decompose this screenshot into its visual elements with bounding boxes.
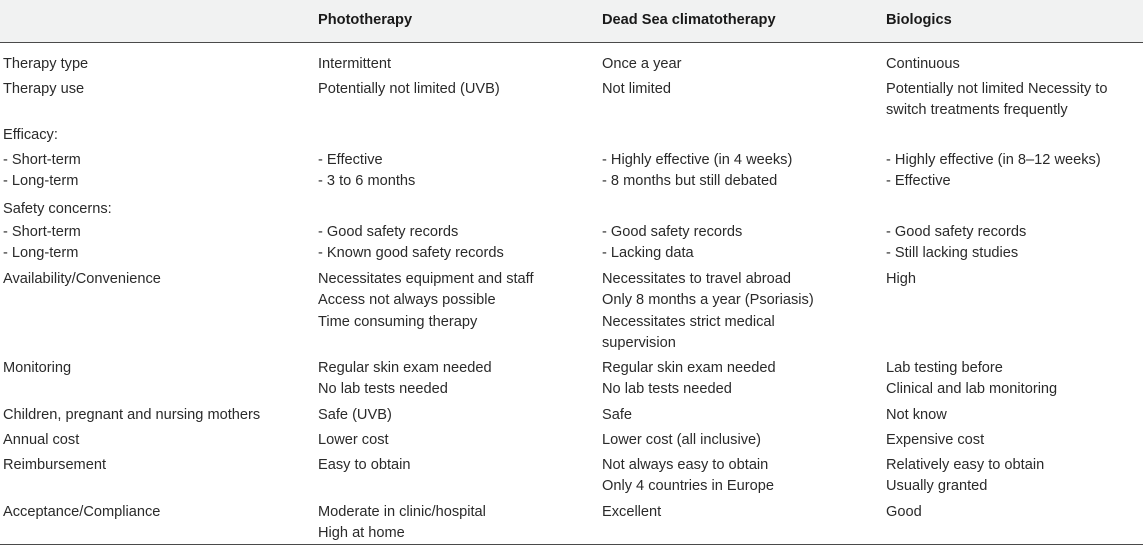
table-cell-col-0 xyxy=(3,405,260,426)
table-row xyxy=(0,54,1143,77)
table-row xyxy=(0,150,1143,198)
cell-line: Lab testing before xyxy=(886,360,1003,376)
cell-line: Therapy type xyxy=(3,56,89,72)
table-cell-col-0 xyxy=(3,358,71,379)
cell-line: - 8 months but still debated xyxy=(602,173,778,190)
table-cell-col-1 xyxy=(318,502,486,545)
cell-line: Moderate in clinic/hospital xyxy=(318,504,486,520)
cell-line: Potentially not limited Necessity to xyxy=(886,81,1108,97)
cell-line: No lab tests needed xyxy=(318,381,448,398)
table-cell-col-1 xyxy=(318,79,500,100)
table-cell-col-3 xyxy=(886,405,947,426)
cell-line: High at home xyxy=(318,525,405,542)
cell-line: Regular skin exam needed xyxy=(602,360,776,376)
cell-line: - Highly effective (in 4 weeks) xyxy=(602,152,793,168)
table-cell-col-0 xyxy=(3,430,79,451)
cell-line: Not know xyxy=(886,407,947,423)
cell-line: Availability/Convenience xyxy=(3,271,161,287)
table-cell-col-0 xyxy=(3,150,81,193)
cell-line: - Short-term xyxy=(3,224,81,240)
cell-line: - Good safety records xyxy=(886,224,1027,240)
cell-line: Acceptance/Compliance xyxy=(3,504,161,520)
table-cell-col-2 xyxy=(602,79,671,100)
table-cell-col-0 xyxy=(3,54,88,75)
cell-line: No lab tests needed xyxy=(602,381,732,398)
cell-line: Lower cost (all inclusive) xyxy=(602,432,761,448)
header-phototherapy: Phototherapy xyxy=(318,12,413,28)
table-cell-col-1 xyxy=(318,269,534,333)
cell-line: Clinical and lab monitoring xyxy=(886,381,1058,398)
table-cell-col-1 xyxy=(318,358,492,401)
cell-line: Access not always possible xyxy=(318,292,496,309)
table-row xyxy=(0,222,1143,268)
table-cell-col-2 xyxy=(602,455,774,498)
table-cell-col-3 xyxy=(886,269,916,290)
table-cell-col-1 xyxy=(318,455,411,476)
cell-line: Intermittent xyxy=(318,56,391,72)
table-cell-col-0 xyxy=(3,502,160,523)
cell-line: Safe (UVB) xyxy=(318,407,392,423)
table-row xyxy=(0,358,1143,404)
cell-line: Reimbursement xyxy=(3,457,107,473)
table-row xyxy=(0,125,1143,149)
cell-line: Not limited xyxy=(602,81,671,97)
table-cell-col-0 xyxy=(3,199,112,220)
table-cell-col-3 xyxy=(886,455,1044,498)
cell-line: Necessitates strict medical xyxy=(602,313,775,330)
cell-line: Only 4 countries in Europe xyxy=(602,478,774,495)
table-cell-col-2 xyxy=(602,358,776,401)
table-cell-col-2 xyxy=(602,405,632,426)
cell-line: High xyxy=(886,271,917,287)
table-cell-col-2 xyxy=(602,150,792,193)
table-cell-col-3 xyxy=(886,150,1101,193)
cell-line: Safe xyxy=(602,407,633,423)
cell-line: Time consuming therapy xyxy=(318,313,478,330)
table-cell-col-0 xyxy=(3,125,58,146)
cell-line: Once a year xyxy=(602,56,682,72)
cell-line: switch treatments frequently xyxy=(886,102,1068,119)
cell-line: Good xyxy=(886,504,922,520)
cell-line: - Short-term xyxy=(3,152,81,168)
cell-line: supervision xyxy=(602,335,676,352)
table-cell-col-2 xyxy=(602,222,742,265)
table-cell-col-3 xyxy=(886,430,984,451)
table-cell-col-1 xyxy=(318,54,391,75)
cell-line: Not always easy to obtain xyxy=(602,457,769,473)
table-cell-col-3 xyxy=(886,222,1026,265)
cell-line: - Effective xyxy=(318,152,383,168)
bottom-rule xyxy=(0,544,1143,545)
cell-line: - Long-term xyxy=(3,245,79,262)
table-cell-col-3 xyxy=(886,79,1107,122)
table-row xyxy=(0,502,1143,546)
cell-line: Monitoring xyxy=(3,360,72,376)
header-dead-sea-climatotherapy: Dead Sea climatotherapy xyxy=(602,12,776,28)
header-biologics: Biologics xyxy=(886,12,952,28)
cell-line: - Lacking data xyxy=(602,245,694,262)
table-cell-col-3 xyxy=(886,54,960,75)
cell-line: Continuous xyxy=(886,56,960,72)
table-row xyxy=(0,269,1143,357)
cell-line: Usually granted xyxy=(886,478,988,495)
table-row xyxy=(0,79,1143,125)
cell-line: Regular skin exam needed xyxy=(318,360,492,376)
cell-line: - Good safety records xyxy=(602,224,743,240)
cell-line: Lower cost xyxy=(318,432,389,448)
cell-line: Children, pregnant and nursing mothers xyxy=(3,407,261,423)
table-cell-col-1 xyxy=(318,222,504,265)
cell-line: - Long-term xyxy=(3,173,79,190)
table-row xyxy=(0,455,1143,501)
cell-line: Necessitates to travel abroad xyxy=(602,271,792,287)
table-row xyxy=(0,430,1143,454)
table-cell-col-1 xyxy=(318,405,392,426)
cell-line: Expensive cost xyxy=(886,432,985,448)
table-cell-col-2 xyxy=(602,269,814,355)
table-cell-col-0 xyxy=(3,269,161,290)
cell-line: - 3 to 6 months xyxy=(318,173,416,190)
cell-line: Potentially not limited (UVB) xyxy=(318,81,500,97)
table-cell-col-2 xyxy=(602,54,682,75)
cell-line: - Known good safety records xyxy=(318,245,504,262)
cell-line: Easy to obtain xyxy=(318,457,411,473)
cell-line: - Still lacking studies xyxy=(886,245,1019,262)
cell-line: Therapy use xyxy=(3,81,85,97)
table-cell-col-0 xyxy=(3,79,84,100)
table-cell-col-1 xyxy=(318,430,389,451)
table-cell-col-1 xyxy=(318,150,415,193)
table-cell-col-3 xyxy=(886,358,1057,401)
table-cell-col-0 xyxy=(3,222,81,265)
cell-line: Necessitates equipment and staff xyxy=(318,271,534,287)
table-row xyxy=(0,405,1143,429)
cell-line: Safety concerns: xyxy=(3,201,112,217)
table-header xyxy=(0,0,1143,43)
cell-line: Efficacy: xyxy=(3,127,58,143)
table-cell-col-2 xyxy=(602,502,661,523)
table-cell-col-0 xyxy=(3,455,106,476)
table-cell-col-3 xyxy=(886,502,922,523)
cell-line: - Good safety records xyxy=(318,224,459,240)
cell-line: Annual cost xyxy=(3,432,80,448)
cell-line: Only 8 months a year (Psoriasis) xyxy=(602,292,814,309)
table-row xyxy=(0,199,1143,223)
table-cell-col-2 xyxy=(602,430,761,451)
cell-line: Relatively easy to obtain xyxy=(886,457,1045,473)
cell-line: - Highly effective (in 8–12 weeks) xyxy=(886,152,1101,168)
cell-line: - Effective xyxy=(886,173,951,190)
cell-line: Excellent xyxy=(602,504,662,520)
